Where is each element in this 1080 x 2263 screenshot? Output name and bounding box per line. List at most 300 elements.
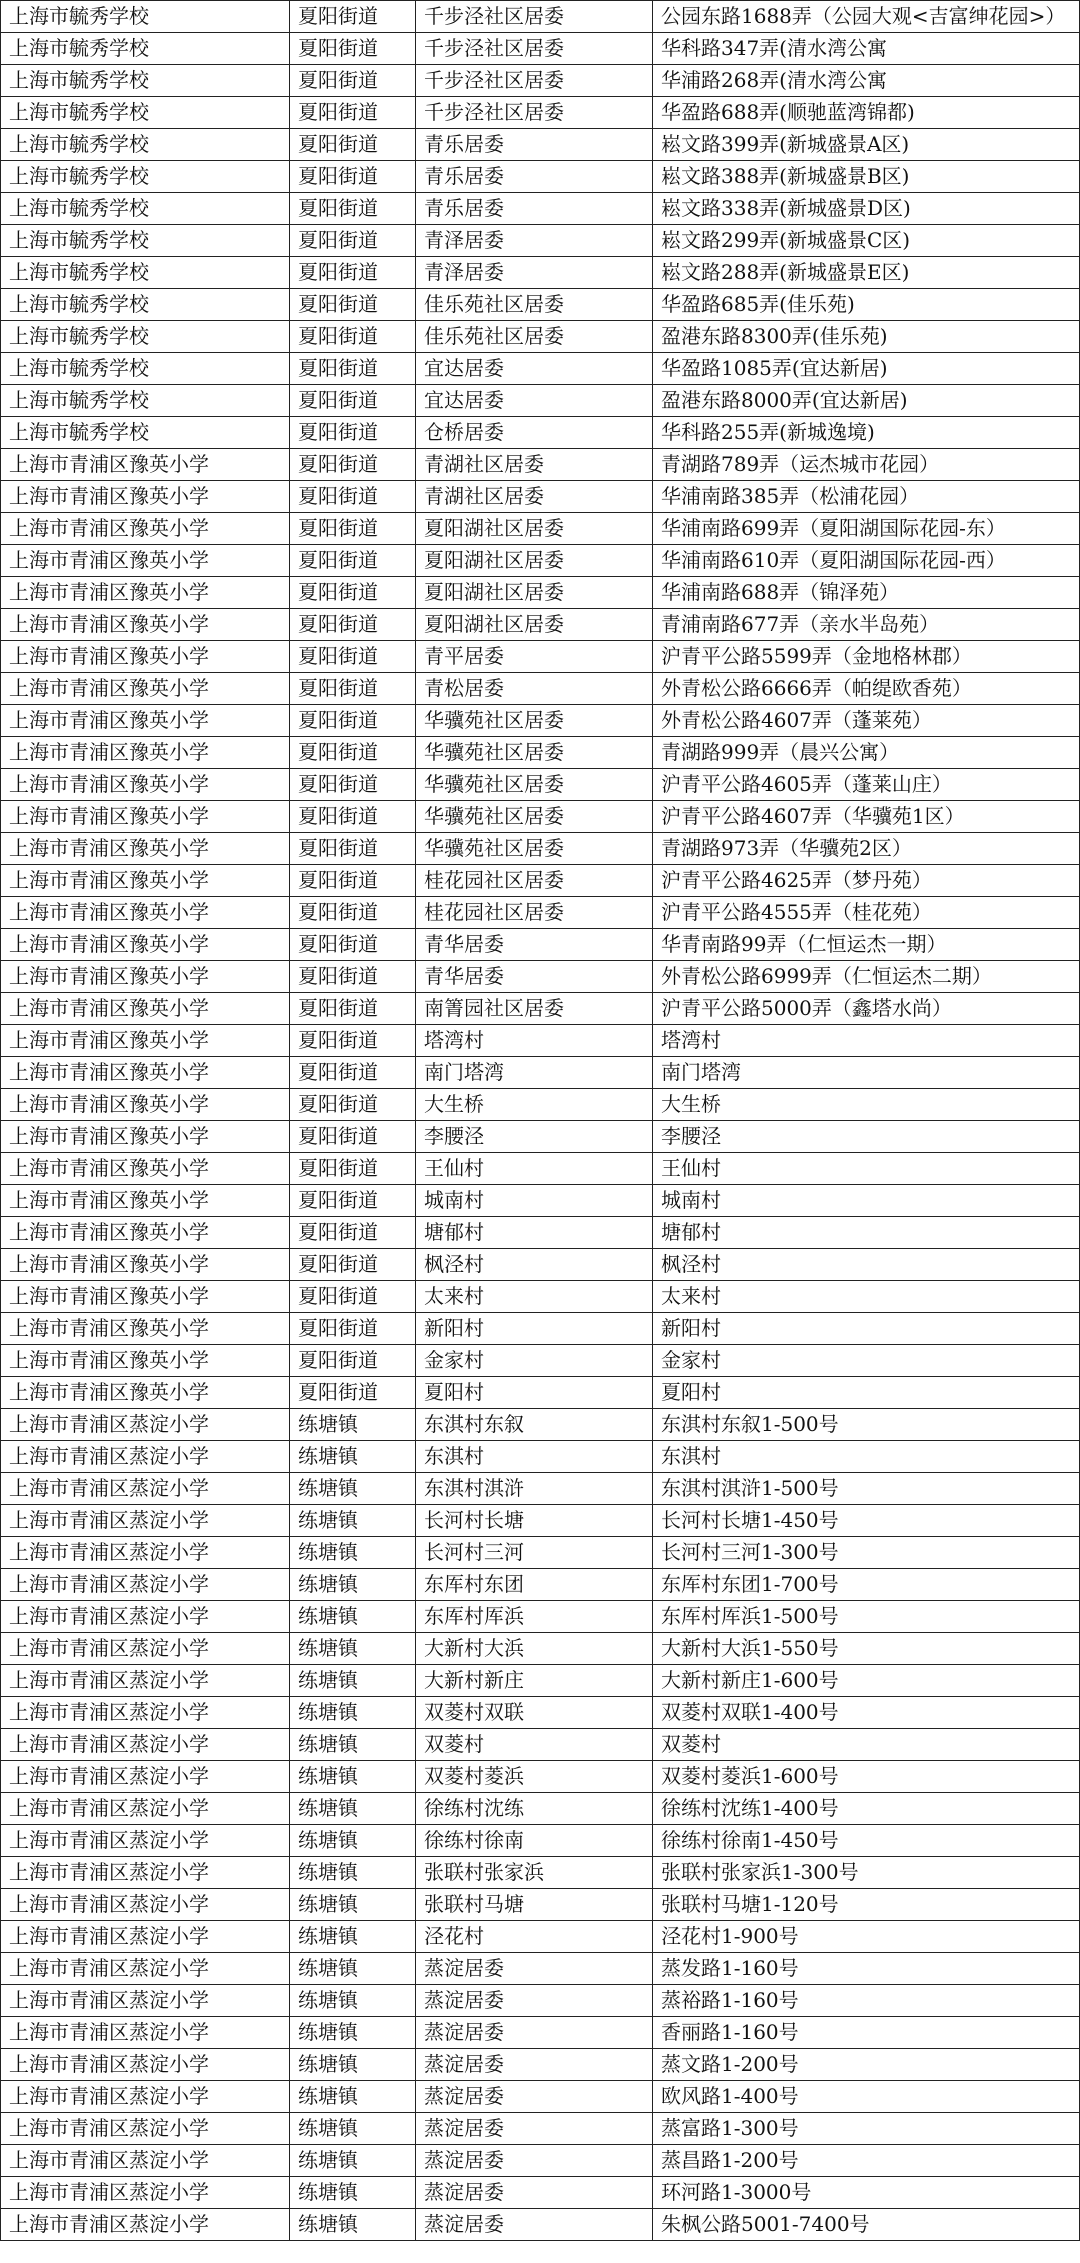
address-cell: 华科路255弄(新城逸境): [653, 417, 1080, 449]
address-cell: 沪青平公路4555弄（桂花苑）: [653, 897, 1080, 929]
address-cell: 塔湾村: [653, 1025, 1080, 1057]
table-row: [1, 1473, 1080, 1505]
school-cell: 上海市青浦区蒸淀小学: [1, 1473, 290, 1505]
table-row: [1, 929, 1080, 961]
table-row: [1, 897, 1080, 929]
street-cell: 夏阳街道: [290, 609, 416, 641]
school-cell: 上海市青浦区豫英小学: [1, 737, 290, 769]
street-cell: 练塘镇: [290, 1729, 416, 1761]
school-cell: 上海市青浦区蒸淀小学: [1, 2113, 290, 2145]
table-row: [1, 1281, 1080, 1313]
address-cell: 公园东路1688弄（公园大观<吉富绅花园>）: [653, 1, 1080, 33]
school-cell: 上海市青浦区蒸淀小学: [1, 2145, 290, 2177]
committee-cell: 华骥苑社区居委: [416, 769, 653, 801]
school-cell: 上海市青浦区豫英小学: [1, 705, 290, 737]
table-row: [1, 1601, 1080, 1633]
address-cell: 沪青平公路4605弄（蓬莱山庄）: [653, 769, 1080, 801]
table-row: [1, 481, 1080, 513]
address-cell: 徐练村徐南1-450号: [653, 1825, 1080, 1857]
table-row: [1, 1761, 1080, 1793]
street-cell: 练塘镇: [290, 1505, 416, 1537]
street-cell: 夏阳街道: [290, 385, 416, 417]
school-cell: 上海市毓秀学校: [1, 353, 290, 385]
address-cell: 枫泾村: [653, 1249, 1080, 1281]
committee-cell: 蒸淀居委: [416, 2081, 653, 2113]
school-cell: 上海市青浦区豫英小学: [1, 801, 290, 833]
address-cell: 香丽路1-160号: [653, 2017, 1080, 2049]
committee-cell: 蒸淀居委: [416, 2113, 653, 2145]
table-row: [1, 2081, 1080, 2113]
school-cell: 上海市青浦区豫英小学: [1, 513, 290, 545]
street-cell: 夏阳街道: [290, 769, 416, 801]
street-cell: 夏阳街道: [290, 161, 416, 193]
street-cell: 夏阳街道: [290, 225, 416, 257]
table-row: [1, 1345, 1080, 1377]
school-cell: 上海市青浦区蒸淀小学: [1, 1857, 290, 1889]
school-cell: 上海市青浦区豫英小学: [1, 1217, 290, 1249]
committee-cell: 大生桥: [416, 1089, 653, 1121]
school-cell: 上海市青浦区豫英小学: [1, 449, 290, 481]
committee-cell: 长河村三河: [416, 1537, 653, 1569]
school-cell: 上海市青浦区豫英小学: [1, 545, 290, 577]
committee-cell: 夏阳湖社区居委: [416, 577, 653, 609]
committee-cell: 王仙村: [416, 1153, 653, 1185]
school-cell: 上海市青浦区豫英小学: [1, 481, 290, 513]
school-cell: 上海市青浦区蒸淀小学: [1, 1601, 290, 1633]
address-cell: 太来村: [653, 1281, 1080, 1313]
address-cell: 外青松公路4607弄（蓬莱苑）: [653, 705, 1080, 737]
table-row: [1, 1665, 1080, 1697]
address-cell: 蒸文路1-200号: [653, 2049, 1080, 2081]
street-cell: 夏阳街道: [290, 449, 416, 481]
address-cell: 东淇村东叙1-500号: [653, 1409, 1080, 1441]
address-cell: 沪青平公路4607弄（华骥苑1区）: [653, 801, 1080, 833]
address-cell: 李腰泾: [653, 1121, 1080, 1153]
street-cell: 夏阳街道: [290, 737, 416, 769]
committee-cell: 塔湾村: [416, 1025, 653, 1057]
table-row: [1, 705, 1080, 737]
school-cell: 上海市毓秀学校: [1, 193, 290, 225]
school-cell: 上海市青浦区蒸淀小学: [1, 1537, 290, 1569]
committee-cell: 青华居委: [416, 929, 653, 961]
committee-cell: 枫泾村: [416, 1249, 653, 1281]
school-cell: 上海市青浦区蒸淀小学: [1, 1793, 290, 1825]
street-cell: 夏阳街道: [290, 417, 416, 449]
street-cell: 夏阳街道: [290, 353, 416, 385]
address-cell: 长河村三河1-300号: [653, 1537, 1080, 1569]
street-cell: 夏阳街道: [290, 65, 416, 97]
table-row: [1, 1313, 1080, 1345]
address-cell: 张联村马塘1-120号: [653, 1889, 1080, 1921]
street-cell: 夏阳街道: [290, 97, 416, 129]
address-cell: 东淇村淇浒1-500号: [653, 1473, 1080, 1505]
table-row: [1, 1921, 1080, 1953]
address-cell: 夏阳村: [653, 1377, 1080, 1409]
address-cell: 王仙村: [653, 1153, 1080, 1185]
table-row: [1, 513, 1080, 545]
address-cell: 东淇村: [653, 1441, 1080, 1473]
street-cell: 练塘镇: [290, 2177, 416, 2209]
address-cell: 青湖路999弄（晨兴公寓）: [653, 737, 1080, 769]
committee-cell: 宜达居委: [416, 385, 653, 417]
street-cell: 练塘镇: [290, 2209, 416, 2241]
school-cell: 上海市青浦区蒸淀小学: [1, 2209, 290, 2241]
table-row: [1, 257, 1080, 289]
address-cell: 蒸裕路1-160号: [653, 1985, 1080, 2017]
committee-cell: 蒸淀居委: [416, 2177, 653, 2209]
address-cell: 双菱村: [653, 1729, 1080, 1761]
street-cell: 夏阳街道: [290, 1153, 416, 1185]
street-cell: 练塘镇: [290, 1889, 416, 1921]
table-row: [1, 1153, 1080, 1185]
school-cell: 上海市青浦区蒸淀小学: [1, 1409, 290, 1441]
street-cell: 夏阳街道: [290, 961, 416, 993]
table-row: [1, 449, 1080, 481]
street-cell: 夏阳街道: [290, 321, 416, 353]
school-cell: 上海市毓秀学校: [1, 321, 290, 353]
school-cell: 上海市青浦区豫英小学: [1, 929, 290, 961]
committee-cell: 东淇村淇浒: [416, 1473, 653, 1505]
school-cell: 上海市青浦区豫英小学: [1, 1153, 290, 1185]
address-cell: 大生桥: [653, 1089, 1080, 1121]
address-cell: 朱枫公路5001-7400号: [653, 2209, 1080, 2241]
street-cell: 夏阳街道: [290, 1345, 416, 1377]
table-row: [1, 97, 1080, 129]
table-row: [1, 1793, 1080, 1825]
street-cell: 夏阳街道: [290, 33, 416, 65]
address-cell: 大新村新庄1-600号: [653, 1665, 1080, 1697]
street-cell: 练塘镇: [290, 2113, 416, 2145]
table-row: [1, 2145, 1080, 2177]
committee-cell: 南箐园社区居委: [416, 993, 653, 1025]
table-row: [1, 641, 1080, 673]
school-cell: 上海市青浦区蒸淀小学: [1, 1729, 290, 1761]
school-cell: 上海市毓秀学校: [1, 65, 290, 97]
street-cell: 练塘镇: [290, 2145, 416, 2177]
street-cell: 练塘镇: [290, 1825, 416, 1857]
committee-cell: 佳乐苑社区居委: [416, 321, 653, 353]
street-cell: 练塘镇: [290, 1985, 416, 2017]
table-row: [1, 225, 1080, 257]
address-cell: 华浦南路699弄（夏阳湖国际花园-东）: [653, 513, 1080, 545]
committee-cell: 双菱村: [416, 1729, 653, 1761]
table-row: [1, 1953, 1080, 1985]
committee-cell: 华骥苑社区居委: [416, 801, 653, 833]
committee-cell: 塘郁村: [416, 1217, 653, 1249]
school-cell: 上海市青浦区蒸淀小学: [1, 1761, 290, 1793]
address-cell: 崧文路388弄(新城盛景B区): [653, 161, 1080, 193]
address-cell: 崧文路288弄(新城盛景E区): [653, 257, 1080, 289]
school-cell: 上海市青浦区豫英小学: [1, 769, 290, 801]
address-cell: 华浦南路385弄（松浦花园）: [653, 481, 1080, 513]
committee-cell: 青湖社区居委: [416, 449, 653, 481]
table-row: [1, 1729, 1080, 1761]
street-cell: 练塘镇: [290, 1921, 416, 1953]
table-row: [1, 1697, 1080, 1729]
school-cell: 上海市毓秀学校: [1, 385, 290, 417]
address-cell: 青浦南路677弄（亲水半岛苑）: [653, 609, 1080, 641]
address-cell: 新阳村: [653, 1313, 1080, 1345]
table-row: [1, 2017, 1080, 2049]
committee-cell: 金家村: [416, 1345, 653, 1377]
table-row: [1, 1825, 1080, 1857]
address-cell: 蒸昌路1-200号: [653, 2145, 1080, 2177]
address-cell: 环河路1-3000号: [653, 2177, 1080, 2209]
street-cell: 练塘镇: [290, 1569, 416, 1601]
street-cell: 夏阳街道: [290, 1121, 416, 1153]
committee-cell: 青乐居委: [416, 161, 653, 193]
address-cell: 沪青平公路4625弄（梦丹苑）: [653, 865, 1080, 897]
address-cell: 塘郁村: [653, 1217, 1080, 1249]
committee-cell: 长河村长塘: [416, 1505, 653, 1537]
address-cell: 东厍村厍浜1-500号: [653, 1601, 1080, 1633]
street-cell: 夏阳街道: [290, 1025, 416, 1057]
school-cell: 上海市青浦区蒸淀小学: [1, 2177, 290, 2209]
school-cell: 上海市青浦区蒸淀小学: [1, 1569, 290, 1601]
table-body: [1, 1, 1080, 2241]
school-cell: 上海市毓秀学校: [1, 97, 290, 129]
address-cell: 青湖路789弄（运杰城市花园）: [653, 449, 1080, 481]
table-row: [1, 1505, 1080, 1537]
address-cell: 华盈路688弄(顺驰蓝湾锦都): [653, 97, 1080, 129]
address-cell: 南门塔湾: [653, 1057, 1080, 1089]
street-cell: 练塘镇: [290, 1441, 416, 1473]
table-row: [1, 321, 1080, 353]
committee-cell: 桂花园社区居委: [416, 897, 653, 929]
school-cell: 上海市青浦区蒸淀小学: [1, 2017, 290, 2049]
street-cell: 练塘镇: [290, 1537, 416, 1569]
street-cell: 夏阳街道: [290, 673, 416, 705]
address-cell: 蒸富路1-300号: [653, 2113, 1080, 2145]
school-cell: 上海市青浦区蒸淀小学: [1, 1665, 290, 1697]
school-cell: 上海市青浦区豫英小学: [1, 1313, 290, 1345]
table-row: [1, 737, 1080, 769]
school-cell: 上海市青浦区蒸淀小学: [1, 1825, 290, 1857]
committee-cell: 夏阳湖社区居委: [416, 609, 653, 641]
committee-cell: 大新村新庄: [416, 1665, 653, 1697]
school-cell: 上海市青浦区豫英小学: [1, 897, 290, 929]
address-cell: 城南村: [653, 1185, 1080, 1217]
committee-cell: 华骥苑社区居委: [416, 833, 653, 865]
school-cell: 上海市青浦区蒸淀小学: [1, 1985, 290, 2017]
street-cell: 夏阳街道: [290, 1185, 416, 1217]
street-cell: 夏阳街道: [290, 513, 416, 545]
table-row: [1, 1441, 1080, 1473]
table-row: [1, 1185, 1080, 1217]
street-cell: 夏阳街道: [290, 1057, 416, 1089]
address-cell: 青湖路973弄（华骥苑2区）: [653, 833, 1080, 865]
committee-cell: 大新村大浜: [416, 1633, 653, 1665]
address-cell: 华盈路1085弄(宜达新居): [653, 353, 1080, 385]
table-row: [1, 993, 1080, 1025]
address-cell: 长河村长塘1-450号: [653, 1505, 1080, 1537]
address-cell: 盈港东路8000弄(宜达新居): [653, 385, 1080, 417]
school-cell: 上海市青浦区蒸淀小学: [1, 1505, 290, 1537]
committee-cell: 佳乐苑社区居委: [416, 289, 653, 321]
address-cell: 华浦南路688弄（锦泽苑）: [653, 577, 1080, 609]
table-row: [1, 1409, 1080, 1441]
school-cell: 上海市青浦区豫英小学: [1, 577, 290, 609]
committee-cell: 桂花园社区居委: [416, 865, 653, 897]
table-row: [1, 1121, 1080, 1153]
table-row: [1, 161, 1080, 193]
committee-cell: 徐练村沈练: [416, 1793, 653, 1825]
street-cell: 练塘镇: [290, 1665, 416, 1697]
school-cell: 上海市青浦区蒸淀小学: [1, 1441, 290, 1473]
address-cell: 崧文路399弄(新城盛景A区): [653, 129, 1080, 161]
address-cell: 盈港东路8300弄(佳乐苑): [653, 321, 1080, 353]
school-cell: 上海市青浦区豫英小学: [1, 1345, 290, 1377]
school-cell: 上海市青浦区豫英小学: [1, 1025, 290, 1057]
address-cell: 金家村: [653, 1345, 1080, 1377]
street-cell: 夏阳街道: [290, 993, 416, 1025]
street-cell: 夏阳街道: [290, 705, 416, 737]
table-row: [1, 865, 1080, 897]
street-cell: 夏阳街道: [290, 801, 416, 833]
street-cell: 夏阳街道: [290, 129, 416, 161]
street-cell: 夏阳街道: [290, 1313, 416, 1345]
street-cell: 夏阳街道: [290, 481, 416, 513]
committee-cell: 徐练村徐南: [416, 1825, 653, 1857]
street-cell: 夏阳街道: [290, 193, 416, 225]
street-cell: 夏阳街道: [290, 289, 416, 321]
street-cell: 夏阳街道: [290, 577, 416, 609]
address-cell: 蒸发路1-160号: [653, 1953, 1080, 1985]
committee-cell: 夏阳村: [416, 1377, 653, 1409]
committee-cell: 太来村: [416, 1281, 653, 1313]
school-cell: 上海市青浦区豫英小学: [1, 1089, 290, 1121]
table-row: [1, 1217, 1080, 1249]
school-cell: 上海市青浦区蒸淀小学: [1, 1889, 290, 1921]
school-cell: 上海市青浦区豫英小学: [1, 865, 290, 897]
committee-cell: 东淇村东叙: [416, 1409, 653, 1441]
committee-cell: 青松居委: [416, 673, 653, 705]
school-cell: 上海市青浦区蒸淀小学: [1, 2049, 290, 2081]
street-cell: 练塘镇: [290, 1633, 416, 1665]
address-cell: 华科路347弄(清水湾公寓: [653, 33, 1080, 65]
school-cell: 上海市青浦区豫英小学: [1, 1185, 290, 1217]
street-cell: 练塘镇: [290, 1953, 416, 1985]
committee-cell: 千步泾社区居委: [416, 97, 653, 129]
school-cell: 上海市青浦区豫英小学: [1, 1377, 290, 1409]
street-cell: 夏阳街道: [290, 1089, 416, 1121]
street-cell: 夏阳街道: [290, 1249, 416, 1281]
committee-cell: 东厍村厍浜: [416, 1601, 653, 1633]
committee-cell: 青泽居委: [416, 225, 653, 257]
address-cell: 东厍村东团1-700号: [653, 1569, 1080, 1601]
committee-cell: 千步泾社区居委: [416, 65, 653, 97]
address-cell: 外青松公路6666弄（帕缇欧香苑）: [653, 673, 1080, 705]
school-cell: 上海市青浦区豫英小学: [1, 1057, 290, 1089]
committee-cell: 张联村张家浜: [416, 1857, 653, 1889]
committee-cell: 千步泾社区居委: [416, 33, 653, 65]
table-row: [1, 1857, 1080, 1889]
committee-cell: 蒸淀居委: [416, 1953, 653, 1985]
school-cell: 上海市毓秀学校: [1, 161, 290, 193]
address-cell: 双菱村菱浜1-600号: [653, 1761, 1080, 1793]
table-row: [1, 129, 1080, 161]
street-cell: 练塘镇: [290, 1793, 416, 1825]
committee-cell: 东淇村: [416, 1441, 653, 1473]
table-row: [1, 1889, 1080, 1921]
street-cell: 练塘镇: [290, 1601, 416, 1633]
street-cell: 夏阳街道: [290, 929, 416, 961]
address-cell: 泾花村1-900号: [653, 1921, 1080, 1953]
street-cell: 练塘镇: [290, 2049, 416, 2081]
table-row: [1, 353, 1080, 385]
address-cell: 华浦路268弄(清水湾公寓: [653, 65, 1080, 97]
committee-cell: 青泽居委: [416, 257, 653, 289]
school-cell: 上海市青浦区豫英小学: [1, 833, 290, 865]
street-cell: 夏阳街道: [290, 1217, 416, 1249]
street-cell: 夏阳街道: [290, 1377, 416, 1409]
committee-cell: 蒸淀居委: [416, 2049, 653, 2081]
table-row: [1, 673, 1080, 705]
street-cell: 练塘镇: [290, 1473, 416, 1505]
school-cell: 上海市毓秀学校: [1, 129, 290, 161]
committee-cell: 蒸淀居委: [416, 2145, 653, 2177]
street-cell: 夏阳街道: [290, 641, 416, 673]
committee-cell: 仓桥居委: [416, 417, 653, 449]
table-row: [1, 2113, 1080, 2145]
table-row: [1, 1377, 1080, 1409]
committee-cell: 青华居委: [416, 961, 653, 993]
table-row: [1, 577, 1080, 609]
committee-cell: 蒸淀居委: [416, 2209, 653, 2241]
table-row: [1, 2049, 1080, 2081]
table-row: [1, 2177, 1080, 2209]
school-cell: 上海市青浦区蒸淀小学: [1, 1697, 290, 1729]
street-cell: 练塘镇: [290, 1697, 416, 1729]
street-cell: 夏阳街道: [290, 545, 416, 577]
committee-cell: 千步泾社区居委: [416, 1, 653, 33]
committee-cell: 双菱村菱浜: [416, 1761, 653, 1793]
school-cell: 上海市毓秀学校: [1, 225, 290, 257]
table-row: [1, 1, 1080, 33]
table-row: [1, 2209, 1080, 2241]
street-cell: 夏阳街道: [290, 865, 416, 897]
school-cell: 上海市青浦区蒸淀小学: [1, 2081, 290, 2113]
table-row: [1, 769, 1080, 801]
school-cell: 上海市毓秀学校: [1, 417, 290, 449]
committee-cell: 青乐居委: [416, 193, 653, 225]
street-cell: 夏阳街道: [290, 897, 416, 929]
school-cell: 上海市青浦区豫英小学: [1, 609, 290, 641]
street-cell: 夏阳街道: [290, 1281, 416, 1313]
table-row: [1, 65, 1080, 97]
school-cell: 上海市青浦区豫英小学: [1, 673, 290, 705]
committee-cell: 新阳村: [416, 1313, 653, 1345]
school-cell: 上海市青浦区蒸淀小学: [1, 1921, 290, 1953]
school-cell: 上海市青浦区豫英小学: [1, 1281, 290, 1313]
street-cell: 练塘镇: [290, 1857, 416, 1889]
address-cell: 华盈路685弄(佳乐苑): [653, 289, 1080, 321]
committee-cell: 蒸淀居委: [416, 1985, 653, 2017]
table-row: [1, 609, 1080, 641]
committee-cell: 城南村: [416, 1185, 653, 1217]
table-row: [1, 289, 1080, 321]
address-cell: 双菱村双联1-400号: [653, 1697, 1080, 1729]
committee-cell: 华骥苑社区居委: [416, 737, 653, 769]
address-cell: 沪青平公路5599弄（金地格林郡）: [653, 641, 1080, 673]
school-cell: 上海市毓秀学校: [1, 257, 290, 289]
address-cell: 大新村大浜1-550号: [653, 1633, 1080, 1665]
street-cell: 练塘镇: [290, 1409, 416, 1441]
table-row: [1, 1249, 1080, 1281]
address-cell: 华青南路99弄（仁恒运杰一期）: [653, 929, 1080, 961]
street-cell: 夏阳街道: [290, 1, 416, 33]
committee-cell: 南门塔湾: [416, 1057, 653, 1089]
